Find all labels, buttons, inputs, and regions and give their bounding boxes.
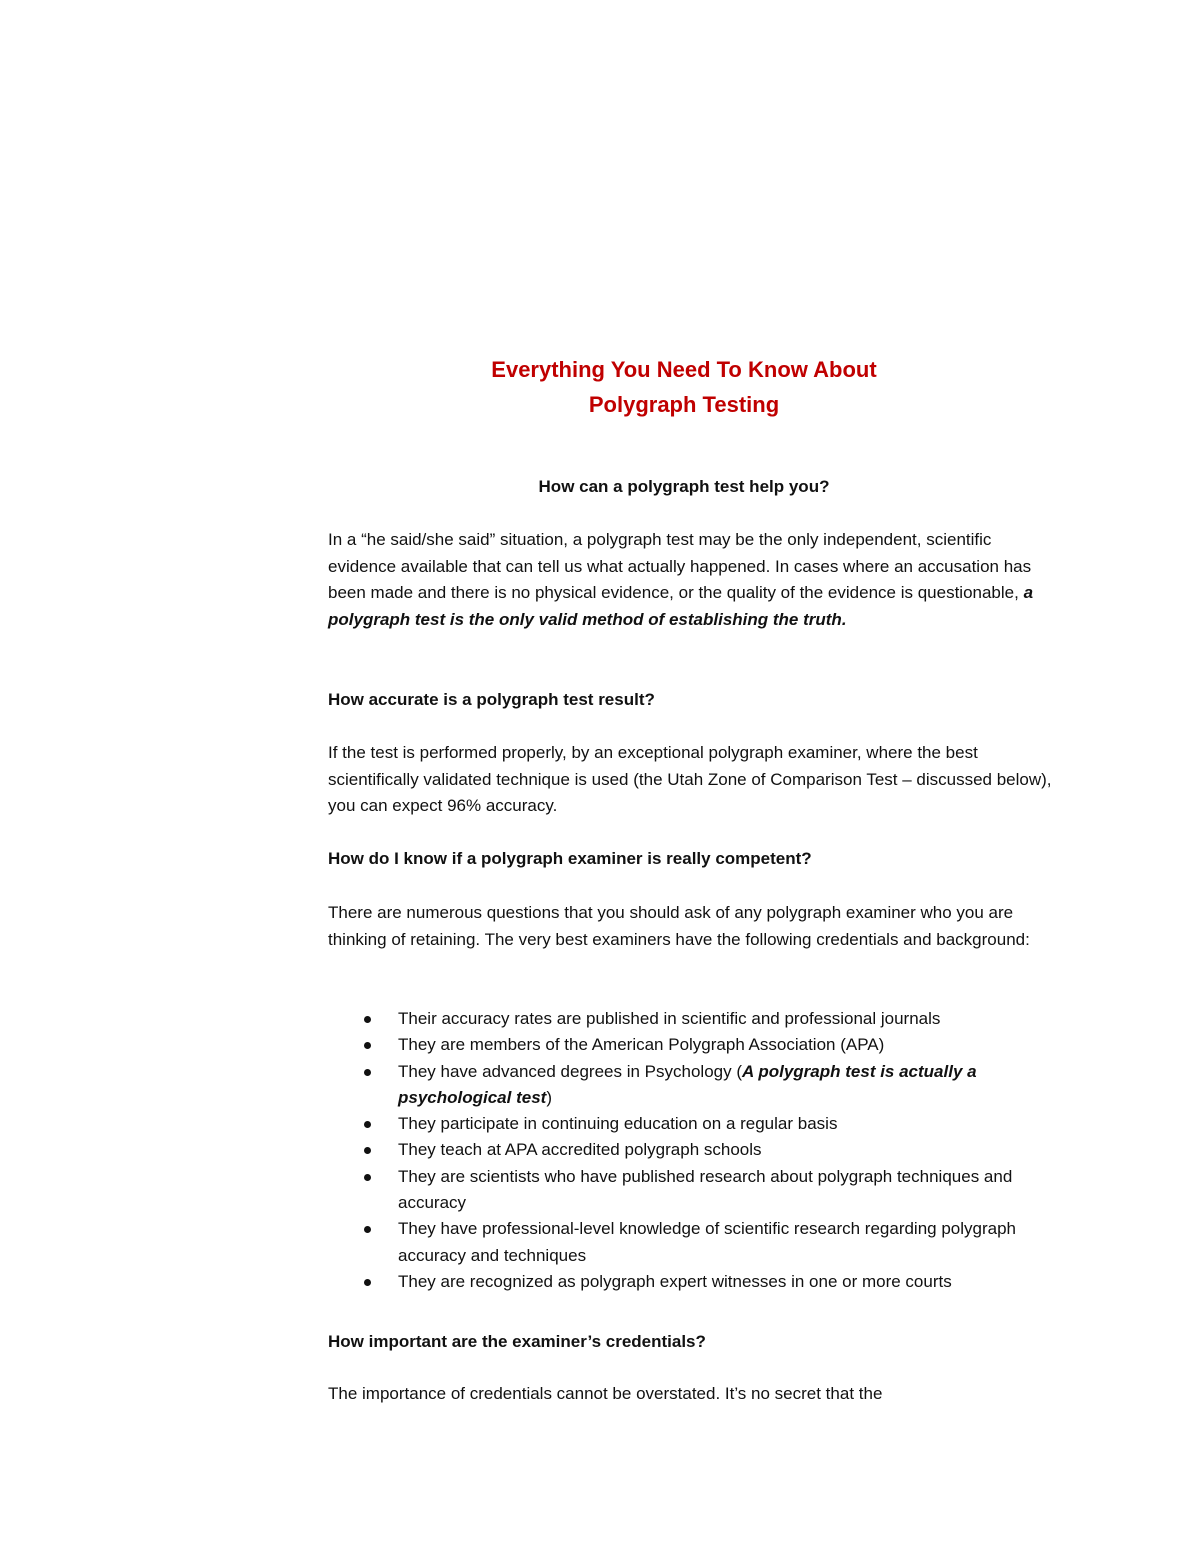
- section-heading-accuracy: How accurate is a polygraph test result?: [328, 690, 655, 709]
- bullet-emphasis: A polygraph test is actually a psychological test: [398, 1061, 977, 1107]
- bullet-icon: [364, 1121, 371, 1128]
- paragraph-accuracy: If the test is performed properly, by an exceptional polygraph examiner, where the best scientifically validated technique is used (the Utah Zone of Comparison Test – discussed below), you can expect 96% accuracy.: [328, 743, 1052, 815]
- bullet-icon: [364, 1174, 371, 1181]
- paragraph-competence: There are numerous questions that you should ask of any polygraph examiner who you are thinking of retaining. The very best examiners have the following credentials and background:: [328, 903, 1030, 949]
- list-item: They participate in continuing education on a regular basis: [0, 1111, 1058, 1137]
- section-heading-competence: How do I know if a polygraph examiner is really competent?: [328, 849, 812, 868]
- list-item: They are recognized as polygraph expert witnesses in one or more courts: [0, 1269, 1058, 1295]
- paragraph-help-end: .: [841, 609, 847, 629]
- bullet-icon: [364, 1042, 371, 1049]
- section-heading-credentials: How important are the examiner’s credentials?: [328, 1332, 706, 1351]
- bullet-icon: [364, 1147, 371, 1154]
- bullet-icon: [364, 1279, 371, 1286]
- list-item: They have professional-level knowledge of scientific research regarding polygraph accuracy and techniques: [0, 1216, 1058, 1269]
- paragraph-help-text: In a “he said/she said” situation, a polygraph test may be the only independent, scientific evidence available that can tell us what actually happened. In cases where an accusation has been made and there is no physical evidence, or the quality of the evidence is questionable,: [328, 530, 1032, 602]
- document-title-line1: Everything You Need To Know About: [491, 357, 877, 382]
- document-title-line2: Polygraph Testing: [588, 392, 780, 417]
- section-heading-help: How can a polygraph test help you?: [538, 477, 830, 496]
- paragraph-help: [328, 527, 1058, 633]
- bullet-icon: [364, 1016, 371, 1023]
- credentials-list: [0, 1006, 1100, 1295]
- bullet-icon: [364, 1226, 371, 1233]
- list-item: They are scientists who have published research about polygraph techniques and accuracy: [0, 1164, 1058, 1217]
- list-item: They teach at APA accredited polygraph schools: [0, 1137, 1058, 1163]
- bullet-icon: [364, 1069, 371, 1076]
- paragraph-help-emphasis: a polygraph test is the only valid method of establishing the truth: [328, 583, 1034, 629]
- list-item: Their accuracy rates are published in scientific and professional journals: [0, 1006, 1058, 1032]
- list-item: They are members of the American Polygraph Association (APA): [0, 1032, 1058, 1058]
- paragraph-credentials: The importance of credentials cannot be overstated. It’s no secret that the: [328, 1384, 883, 1403]
- list-item: They have advanced degrees in Psychology (A polygraph test is actually a psychological test): [0, 1059, 1058, 1112]
